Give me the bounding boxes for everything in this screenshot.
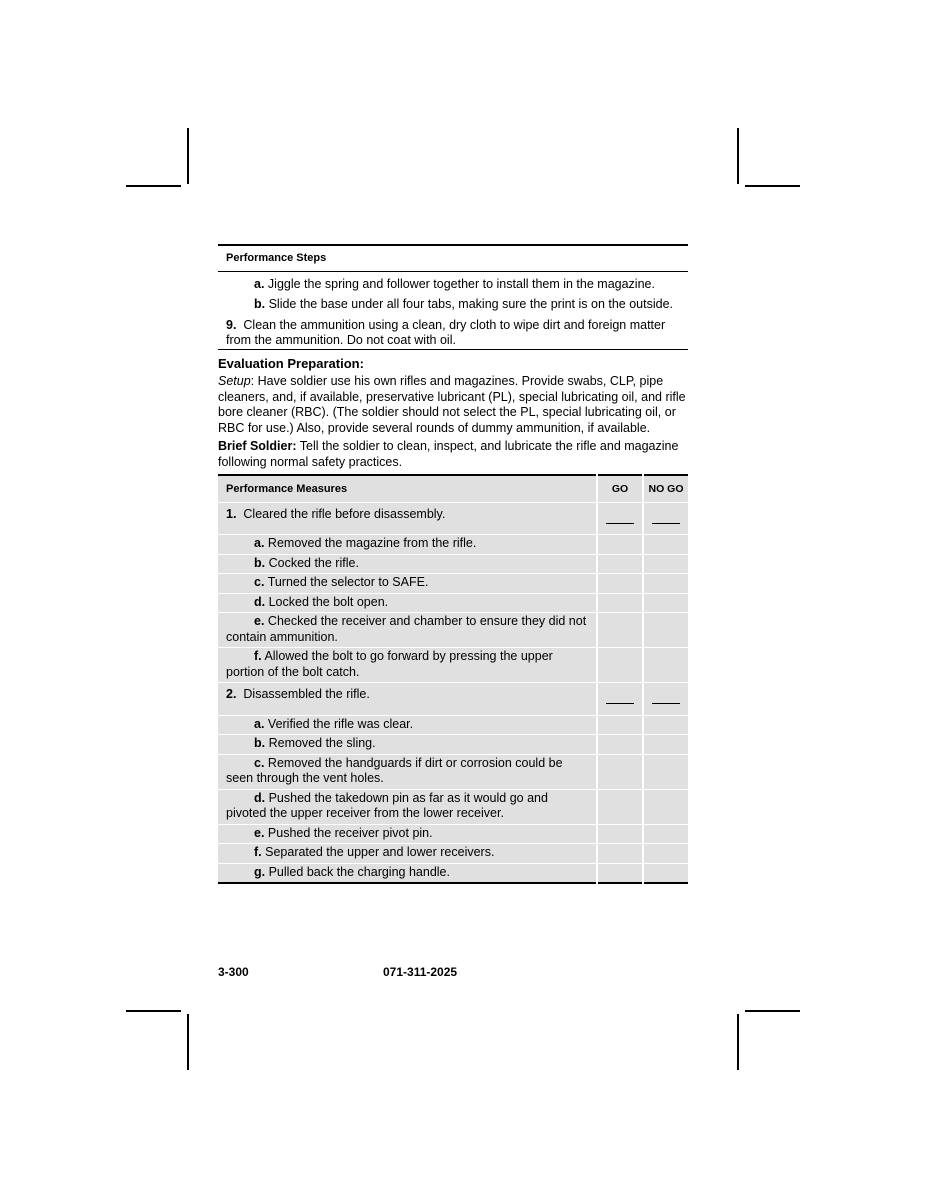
crop-mark	[745, 185, 800, 187]
performance-measures-table	[218, 474, 688, 884]
crop-mark	[745, 1010, 800, 1012]
measure-cell	[218, 683, 597, 716]
nogo-score-blank[interactable]	[652, 522, 680, 524]
measure-text	[226, 865, 590, 881]
setup-label: Setup	[218, 374, 251, 388]
go-score-cell	[597, 754, 643, 789]
measure-text	[226, 717, 590, 733]
table-row	[218, 754, 688, 789]
nogo-score-cell	[643, 554, 688, 574]
nogo-score-cell	[643, 735, 688, 755]
brief-label: Brief Soldier:	[218, 439, 297, 453]
measure-text	[226, 845, 590, 861]
table-row	[218, 613, 688, 648]
go-score-cell	[597, 535, 643, 555]
nogo-score-cell	[643, 648, 688, 683]
go-score-blank[interactable]	[606, 702, 634, 704]
nogo-score-cell	[643, 715, 688, 735]
go-score-blank[interactable]	[606, 522, 634, 524]
measure-label: b.	[254, 736, 266, 750]
measure-label: g.	[254, 864, 266, 879]
measure-description: Removed the handguards if dirt or corrosion could be seen through the vent holes.	[226, 755, 563, 785]
measure-description: Locked the bolt open.	[268, 594, 389, 609]
measure-text	[226, 826, 590, 842]
measure-text	[226, 536, 590, 552]
table-row	[218, 574, 688, 594]
nogo-score-cell	[643, 613, 688, 648]
measure-text	[226, 595, 590, 611]
measure-description: Checked the receiver and chamber to ensure they did not contain ammunition.	[226, 614, 587, 644]
go-score-cell	[597, 863, 643, 883]
measure-text	[226, 649, 590, 680]
go-column-header: GO	[597, 475, 643, 502]
go-score-cell	[597, 715, 643, 735]
measure-text	[226, 575, 590, 591]
go-score-cell	[597, 648, 643, 683]
measure-cell	[218, 824, 597, 844]
go-score-cell	[597, 613, 643, 648]
table-row	[218, 535, 688, 555]
measure-description: Verified the rifle was clear.	[267, 716, 414, 731]
table-row	[218, 502, 688, 535]
nogo-score-cell	[643, 754, 688, 789]
table-row	[218, 844, 688, 864]
table-row	[218, 715, 688, 735]
table-row	[218, 683, 688, 716]
measure-cell	[218, 715, 597, 735]
measure-description: Pushed the receiver pivot pin.	[267, 825, 433, 840]
crop-mark	[187, 128, 189, 184]
performance-steps-list	[218, 272, 688, 349]
section-divider	[218, 349, 688, 350]
measure-cell	[218, 554, 597, 574]
step-text: Jiggle the spring and follower together to install them in the magazine.	[267, 276, 655, 291]
nogo-score-cell[interactable]	[643, 683, 688, 716]
measure-description: Cleared the rifle before disassembly.	[243, 506, 446, 521]
nogo-score-blank[interactable]	[652, 702, 680, 704]
step-item	[218, 297, 688, 313]
measure-label: c.	[254, 575, 265, 589]
measure-label: e.	[254, 614, 265, 628]
measure-description: Turned the selector to SAFE.	[267, 575, 429, 589]
page-number: 3-300	[218, 965, 249, 979]
go-score-cell	[597, 824, 643, 844]
measure-label: 2.	[226, 687, 237, 701]
crop-mark	[126, 185, 181, 187]
measure-text	[226, 614, 590, 645]
measure-description: Allowed the bolt to go forward by pressing the upper portion of the bolt catch.	[226, 649, 553, 679]
brief-text: Tell the soldier to clean, inspect, and lubricate the rifle and magazine following normal safety practices.	[218, 439, 679, 469]
measure-text	[226, 756, 590, 787]
table-row	[218, 593, 688, 613]
performance-steps-header: Performance Steps	[218, 244, 688, 272]
measure-text	[226, 556, 590, 572]
table-row	[218, 554, 688, 574]
nogo-score-cell	[643, 535, 688, 555]
setup-paragraph	[218, 374, 688, 436]
go-score-cell[interactable]	[597, 502, 643, 535]
measure-text	[226, 507, 590, 523]
measure-description: Separated the upper and lower receivers.	[265, 845, 495, 859]
measure-cell	[218, 844, 597, 864]
table-row	[218, 735, 688, 755]
evaluation-preparation-title: Evaluation Preparation:	[218, 355, 364, 371]
measure-label: d.	[254, 594, 266, 609]
step-label: b.	[254, 297, 266, 311]
nogo-score-cell[interactable]	[643, 502, 688, 535]
go-score-cell[interactable]	[597, 683, 643, 716]
go-score-cell	[597, 735, 643, 755]
measure-text	[226, 687, 590, 703]
nogo-score-cell	[643, 824, 688, 844]
nogo-score-cell	[643, 789, 688, 824]
measure-label: c.	[254, 755, 265, 770]
measure-label: d.	[254, 790, 266, 805]
measure-cell	[218, 863, 597, 883]
go-score-cell	[597, 593, 643, 613]
measure-label: a.	[254, 536, 265, 550]
measure-description: Removed the magazine from the rifle.	[267, 536, 477, 550]
measure-description: Disassembled the rifle.	[243, 687, 370, 701]
step-item	[218, 318, 688, 349]
measure-label: a.	[254, 716, 265, 731]
measure-label: 1.	[226, 506, 237, 521]
measure-description: Cocked the rifle.	[268, 555, 359, 570]
measure-label: b.	[254, 555, 266, 570]
measure-description: Pushed the takedown pin as far as it would go and pivoted the upper receiver from the lower receiver.	[226, 790, 548, 820]
measure-label: e.	[254, 825, 265, 840]
measure-description: Pulled back the charging handle.	[268, 864, 450, 879]
brief-soldier-paragraph	[218, 439, 688, 470]
table-row	[218, 789, 688, 824]
crop-mark	[187, 1014, 189, 1070]
step-item	[218, 277, 688, 293]
nogo-column-header: NO GO	[643, 475, 688, 502]
nogo-score-cell	[643, 593, 688, 613]
table-row	[218, 824, 688, 844]
measure-cell	[218, 648, 597, 683]
measure-cell	[218, 574, 597, 594]
go-score-cell	[597, 844, 643, 864]
measure-cell	[218, 789, 597, 824]
measure-cell	[218, 735, 597, 755]
step-label: a.	[254, 276, 265, 291]
page-footer	[218, 965, 458, 979]
measure-cell	[218, 502, 597, 535]
step-text: Clean the ammunition using a clean, dry cloth to wipe dirt and foreign matter from the ammunition. Do not coat with oil.	[226, 317, 666, 347]
measure-label: f.	[254, 845, 262, 859]
step-text: Slide the base under all four tabs, making sure the print is on the outside.	[268, 297, 674, 311]
measure-cell	[218, 593, 597, 613]
task-code: 071-311-2025	[383, 965, 458, 979]
crop-mark	[737, 1014, 739, 1070]
table-row	[218, 648, 688, 683]
nogo-score-cell	[643, 844, 688, 864]
table-row	[218, 863, 688, 883]
step-label: 9.	[226, 317, 237, 332]
go-score-cell	[597, 789, 643, 824]
measure-cell	[218, 535, 597, 555]
go-score-cell	[597, 554, 643, 574]
measure-text	[226, 791, 590, 822]
measure-cell	[218, 754, 597, 789]
page-content	[218, 244, 688, 884]
table-header-row	[218, 475, 688, 502]
crop-mark	[126, 1010, 181, 1012]
crop-mark	[737, 128, 739, 184]
measure-text	[226, 736, 590, 752]
nogo-score-cell	[643, 863, 688, 883]
measure-description: Removed the sling.	[268, 736, 376, 750]
measure-cell	[218, 613, 597, 648]
performance-measures-header: Performance Measures	[218, 475, 597, 502]
go-score-cell	[597, 574, 643, 594]
measure-label: f.	[254, 649, 262, 663]
nogo-score-cell	[643, 574, 688, 594]
setup-text: : Have soldier use his own rifles and magazines. Provide swabs, CLP, pipe cleaners, and, if available, preservative lubricant (PL), special lubricating oil, and rifle bore cleaner (RBC). (The soldier should not select the PL, special lubricating oil, or RBC for use.) Also, provide several rounds of dummy ammunition, if available.	[218, 374, 686, 435]
